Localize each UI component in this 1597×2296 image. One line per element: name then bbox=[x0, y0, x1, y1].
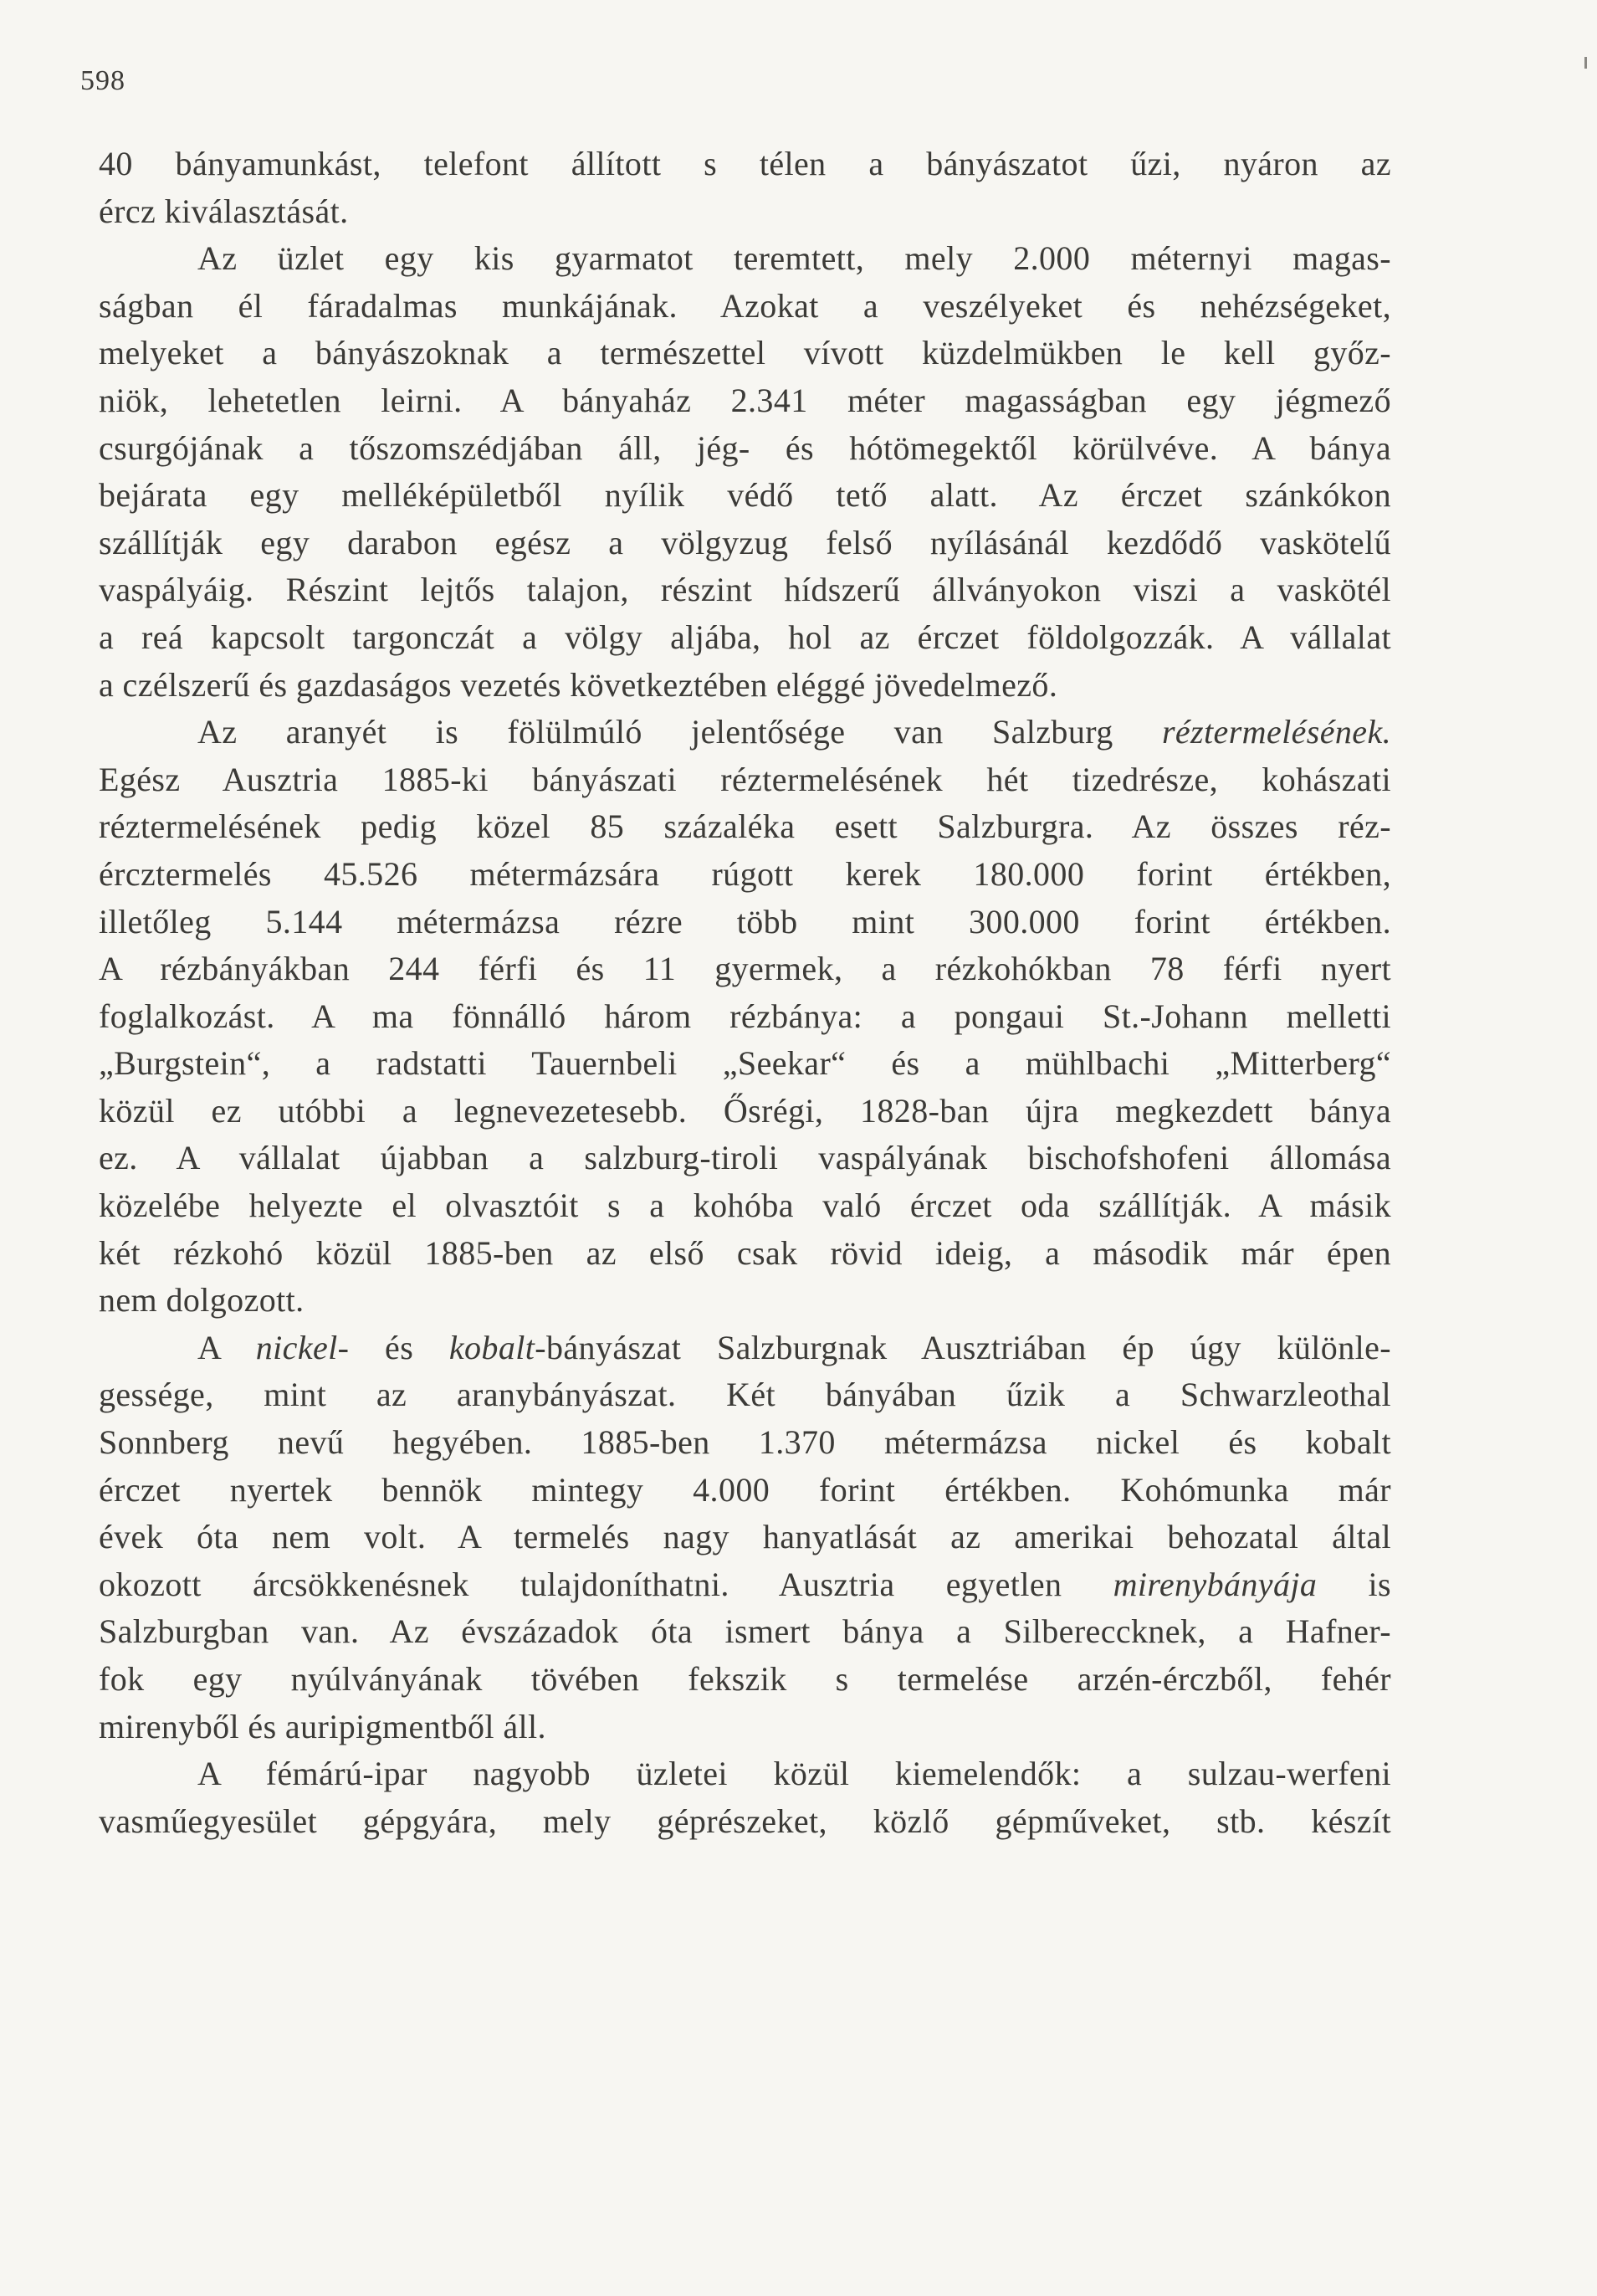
text-line: évek óta nem volt. A termelés nagy hanyatlását az amerikai behozatal által bbox=[99, 1518, 1391, 1556]
text-line: szállítják egy darabon egész a völgyzug felső nyílásánál kezdődő vaskötelű bbox=[99, 523, 1391, 561]
text-line: ságban él fáradalmas munkájának. Azokat a veszélyeket és nehézségeket, bbox=[99, 286, 1391, 325]
text-line: ércztermelés 45.526 métermázsára rúgott kerek 180.000 forint értékben, bbox=[99, 854, 1391, 893]
text-line: a czélszerű és gazdaságos vezetés következtében eléggé jövedelmező. bbox=[99, 665, 1058, 704]
italic-term: nickel- bbox=[255, 1328, 350, 1366]
text-line: réztermelésének pedig közel 85 százaléka esett Salzburgra. Az összes réz- bbox=[99, 807, 1391, 846]
text-line bbox=[99, 1561, 1391, 1609]
text-span: okozott árcsökkenésnek tulajdoníthatni. Ausztria egyetlen bbox=[99, 1565, 1113, 1603]
text-line: A rézbányákban 244 férfi és 11 gyermek, a rézkohókban 78 férfi nyert bbox=[99, 950, 1391, 988]
text-line: foglalkozást. A ma fönnálló három rézbánya: a pongaui St.-Johann melletti bbox=[99, 997, 1391, 1035]
text-line bbox=[99, 709, 1391, 756]
text-line bbox=[99, 1325, 1391, 1372]
text-line: vasműegyesület gépgyára, mely géprészeket, közlő gépműveket, stb. készít bbox=[99, 1801, 1391, 1840]
text-span: is bbox=[1317, 1565, 1391, 1603]
text-line: Sonnberg nevű hegyében. 1885-ben 1.370 métermázsa nickel és kobalt bbox=[99, 1423, 1391, 1462]
italic-term: réztermelésének. bbox=[1161, 713, 1391, 751]
text-span: -bányászat Salzburgnak Ausztriában ép úgy különle- bbox=[535, 1328, 1391, 1366]
text-line: közül ez utóbbi a legnevezetesebb. Ősrégi, 1828-ban újra megkezdett bánya bbox=[99, 1091, 1391, 1130]
text-line: ércz kiválasztását. bbox=[99, 192, 349, 230]
text-span: Az aranyét is fölülmúló jelentősége van Salzburg bbox=[197, 713, 1162, 751]
text-line: csurgójának a tőszomszédjában áll, jég- és hótömegektől körülvéve. A bánya bbox=[99, 428, 1391, 467]
text-line: A fémárú-ipar nagyobb üzletei közül kiemelendők: a sulzau-werfeni bbox=[197, 1755, 1391, 1793]
text-line: közelébe helyezte el olvasztóit s a kohóba való érczet oda szállítják. A másik bbox=[99, 1186, 1391, 1225]
text-line: bejárata egy melléképületből nyílik védő tető alatt. Az érczet szánkókon bbox=[99, 476, 1391, 515]
text-line: 40 bányamunkást, telefont állított s télen a bányászatot űzi, nyáron az bbox=[99, 145, 1391, 182]
italic-term: mirenybányája bbox=[1113, 1565, 1318, 1603]
text-line: niök, lehetetlen leirni. A bányaház 2.341 méter magasságban egy jégmező bbox=[99, 381, 1391, 419]
text-span: és bbox=[349, 1328, 449, 1366]
text-span: A bbox=[197, 1328, 256, 1366]
body-text bbox=[99, 141, 1391, 1845]
page-number: 598 bbox=[80, 65, 125, 96]
text-line: Egész Ausztria 1885-ki bányászati réztermelésének hét tizedrésze, kohászati bbox=[99, 760, 1391, 798]
text-line: illetőleg 5.144 métermázsa rézre több mint 300.000 forint értékben. bbox=[99, 902, 1391, 940]
text-line: „Burgstein“, a radstatti Tauernbeli „Seekar“ és a mühlbachi „Mitterberg“ bbox=[99, 1044, 1391, 1083]
text-line: Salzburgban van. Az évszázadok óta ismert bánya a Silbereccknek, a Hafner- bbox=[99, 1612, 1391, 1651]
text-line: érczet nyertek bennök mintegy 4.000 forint értékben. Kohómunka már bbox=[99, 1470, 1391, 1509]
text-line: mirenyből és auripigmentből áll. bbox=[99, 1707, 546, 1745]
text-line: melyeket a bányászoknak a természettel vívott küzdelmükben le kell győz- bbox=[99, 334, 1391, 372]
margin-mark bbox=[1584, 57, 1587, 69]
text-line: ez. A vállalat újabban a salzburg-tiroli vaspályának bischofshofeni állomása bbox=[99, 1139, 1391, 1177]
text-line: gessége, mint az aranybányászat. Két bányában űzik a Schwarzleothal bbox=[99, 1376, 1391, 1414]
text-line: két rézkohó közül 1885-ben az első csak rövid ideig, a második már épen bbox=[99, 1233, 1391, 1272]
text-line: nem dolgozott. bbox=[99, 1281, 305, 1320]
text-line: vaspályáig. Részint lejtős talajon, részint hídszerű állványokon viszi a vaskötél bbox=[99, 571, 1391, 609]
text-line: Az üzlet egy kis gyarmatot teremtett, mely 2.000 méternyi magas- bbox=[197, 239, 1391, 278]
text-line: a reá kapcsolt targonczát a völgy aljába, hol az érczet földolgozzák. A vállalat bbox=[99, 618, 1391, 656]
italic-term: kobalt bbox=[448, 1328, 535, 1366]
text-line: fok egy nyúlványának tövében fekszik s termelése arzén-érczből, fehér bbox=[99, 1660, 1391, 1698]
